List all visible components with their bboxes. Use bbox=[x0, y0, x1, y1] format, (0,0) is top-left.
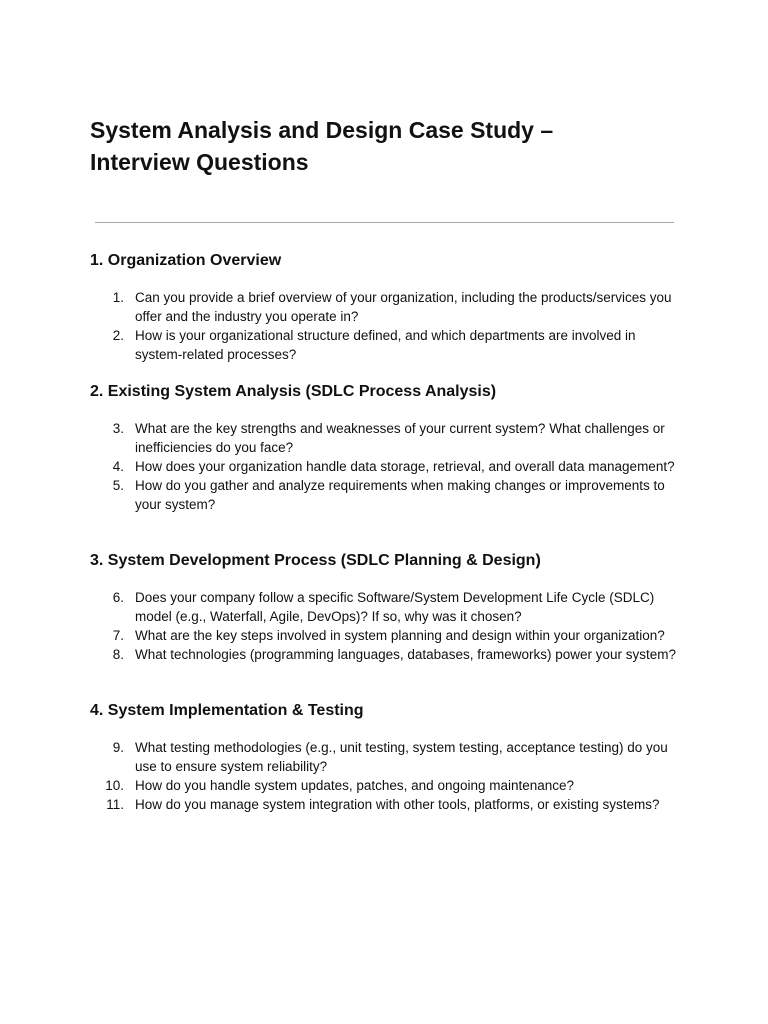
question-number: 5. bbox=[112, 478, 124, 493]
question-text: Does your company follow a specific Software/System Development Life Cycle (SDLC) model (e.g., Waterfall, Agile, DevOps)? If so, why was it chosen? bbox=[135, 590, 655, 624]
question-text: What testing methodologies (e.g., unit testing, system testing, acceptance testing) do you use to ensure system reliability? bbox=[135, 740, 668, 774]
question-number: 8. bbox=[112, 647, 124, 662]
section-organization-overview bbox=[90, 251, 690, 364]
question-item bbox=[90, 419, 690, 457]
horizontal-divider bbox=[95, 222, 674, 223]
question-number: 4. bbox=[112, 459, 124, 474]
document-title: System Analysis and Design Case Study – Interview Questions bbox=[90, 117, 554, 175]
section-system-development-process bbox=[90, 551, 690, 664]
question-list bbox=[90, 288, 690, 364]
question-text: How is your organizational structure defined, and which departments are involved in system-related processes? bbox=[135, 328, 636, 362]
question-item bbox=[90, 738, 690, 776]
question-number: 7. bbox=[112, 628, 124, 643]
question-item bbox=[90, 795, 690, 814]
question-number: 3. bbox=[112, 421, 124, 436]
section-heading: 4. System Implementation & Testing bbox=[90, 702, 364, 719]
question-text: Can you provide a brief overview of your organization, including the products/services you offer and the industry you operate in? bbox=[135, 290, 672, 324]
question-item bbox=[90, 626, 690, 645]
question-number: 9. bbox=[112, 740, 124, 755]
question-number: 2. bbox=[112, 328, 124, 343]
question-text: How does your organization handle data storage, retrieval, and overall data management? bbox=[135, 459, 675, 474]
question-item bbox=[90, 288, 690, 326]
question-item bbox=[90, 457, 690, 476]
question-list bbox=[90, 419, 690, 514]
question-item bbox=[90, 645, 690, 664]
section-system-implementation-testing bbox=[90, 701, 690, 814]
section-heading: 1. Organization Overview bbox=[90, 252, 282, 269]
question-item bbox=[90, 776, 690, 795]
section-heading: 2. Existing System Analysis (SDLC Process Analysis) bbox=[90, 383, 497, 400]
question-item bbox=[90, 326, 690, 364]
question-item bbox=[90, 476, 690, 514]
section-existing-system-analysis bbox=[90, 382, 690, 514]
question-text: What are the key strengths and weaknesses of your current system? What challenges or inefficiencies do you face? bbox=[135, 421, 665, 455]
question-text: How do you handle system updates, patches, and ongoing maintenance? bbox=[135, 778, 575, 793]
section-heading: 3. System Development Process (SDLC Planning & Design) bbox=[90, 552, 541, 569]
question-list bbox=[90, 588, 690, 664]
question-text: How do you manage system integration with other tools, platforms, or existing systems? bbox=[135, 797, 660, 812]
question-number: 11. bbox=[106, 797, 124, 812]
question-text: How do you gather and analyze requirements when making changes or improvements to your system? bbox=[135, 478, 665, 512]
question-item bbox=[90, 588, 690, 626]
question-text: What are the key steps involved in system planning and design within your organization? bbox=[135, 628, 665, 643]
question-number: 6. bbox=[112, 590, 124, 605]
question-number: 10. bbox=[105, 778, 124, 793]
question-list bbox=[90, 738, 690, 814]
question-text: What technologies (programming languages, databases, frameworks) power your system? bbox=[135, 647, 677, 662]
question-number: 1. bbox=[112, 290, 124, 305]
